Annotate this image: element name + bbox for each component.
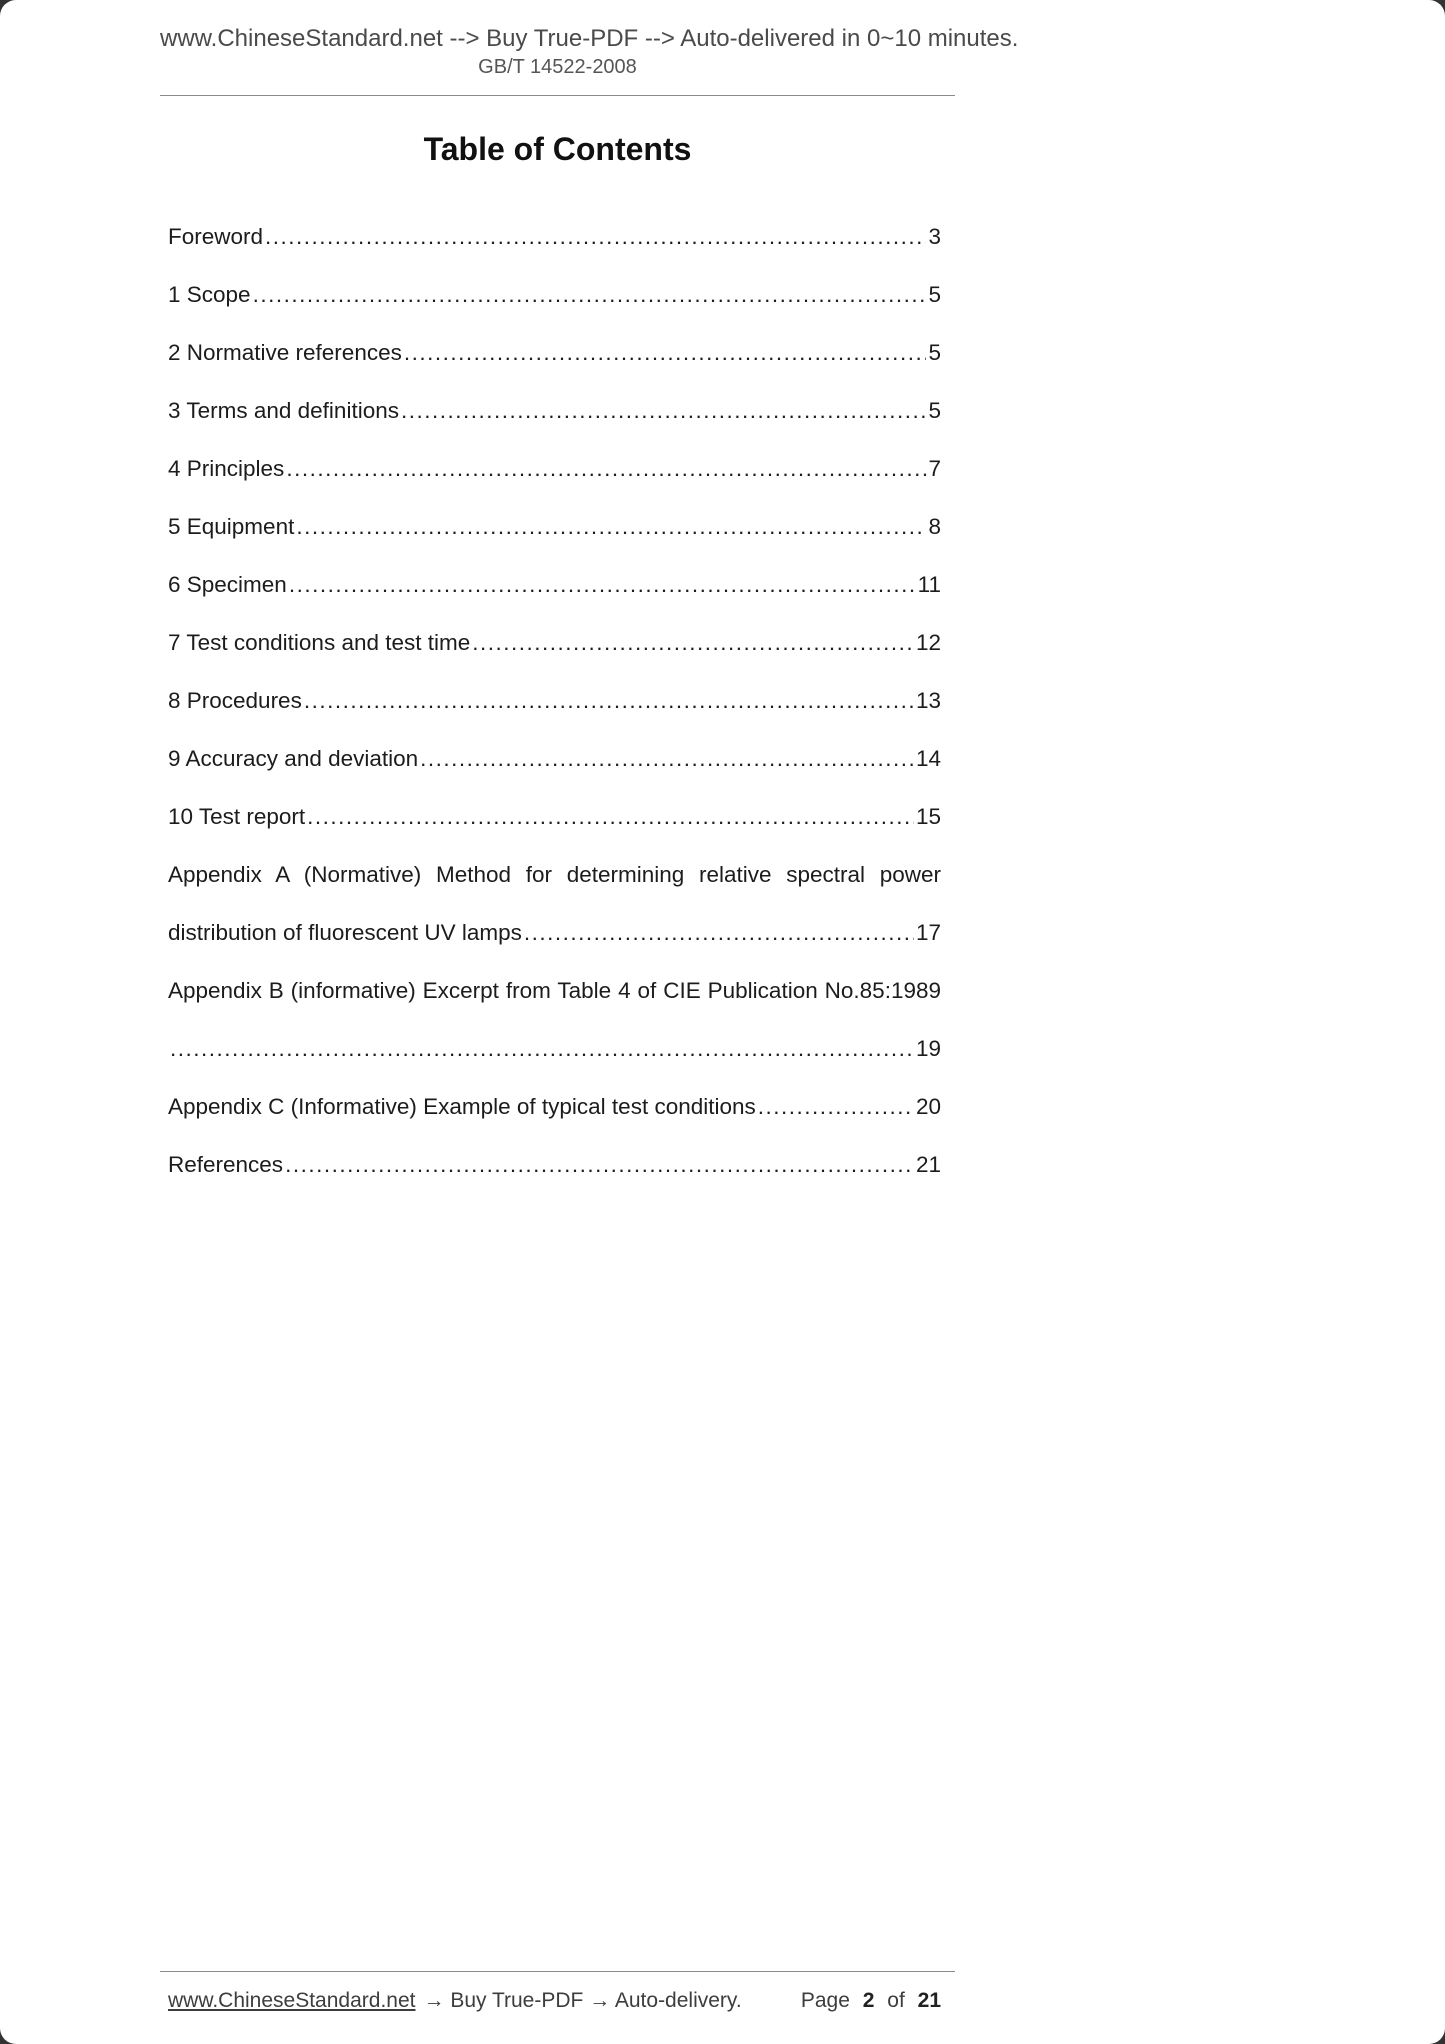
- page-indicator: [801, 1987, 941, 2015]
- toc-row-appendix-c: [168, 1078, 941, 1136]
- toc-row-scope: [168, 266, 941, 324]
- toc-page-number: 20: [915, 1094, 941, 1119]
- toc-page-number: 7: [928, 456, 941, 481]
- toc-page-number: 13: [915, 688, 941, 713]
- toc-label: 5 Equipment: [168, 514, 295, 539]
- toc-page-number: 14: [915, 746, 941, 771]
- toc-row-appendix-b-line1: Appendix B (informative) Excerpt from Table 4 of CIE Publication No.85:1989: [168, 978, 941, 1003]
- footer-left: [168, 1987, 742, 2015]
- header-banner: www.ChineseStandard.net --> Buy True-PDF --> Auto-delivered in 0~10 minutes.: [160, 25, 1019, 52]
- toc-row-foreword: [168, 208, 941, 266]
- page-word: Page: [800, 1989, 850, 2012]
- toc-label: Appendix C (Informative) Example of typical test conditions: [168, 1094, 756, 1119]
- toc-row-terms-definitions: [168, 382, 941, 440]
- toc-leader-dots: [253, 266, 927, 324]
- toc-row-specimen: [168, 556, 941, 614]
- toc-leader-dots: [296, 498, 926, 556]
- toc-row-appendix-a-line1: Appendix A (Normative) Method for determining relative spectral power: [168, 862, 941, 887]
- page-title: Table of Contents: [423, 131, 692, 167]
- toc-label: Foreword: [168, 224, 264, 249]
- toc-label: distribution of fluorescent UV lamps: [168, 920, 522, 945]
- toc-leader-dots: [401, 382, 927, 440]
- toc-page-number: 15: [915, 804, 941, 829]
- table-of-contents: [160, 208, 955, 1194]
- toc-row-procedures: [168, 672, 941, 730]
- toc-leader-dots: [304, 672, 914, 730]
- toc-row-appendix-b-line2: [168, 1020, 941, 1078]
- toc-leader-dots: [420, 730, 914, 788]
- toc-label: 9 Accuracy and deviation: [168, 746, 419, 771]
- toc-row-accuracy-deviation: [168, 730, 941, 788]
- footer-tagline: → Buy True-PDF → Auto-delivery.: [423, 1989, 742, 2012]
- toc-label: 8 Procedures: [168, 688, 302, 713]
- toc-label: 6 Specimen: [168, 572, 287, 597]
- toc-leader-dots: [524, 904, 914, 962]
- toc-page-number: 5: [928, 398, 941, 423]
- toc-label: 7 Test conditions and test time: [168, 630, 471, 655]
- toc-page-number: 21: [915, 1152, 941, 1177]
- toc-leader-dots: [170, 1020, 914, 1078]
- doc-number: GB/T 14522-2008: [478, 56, 637, 78]
- toc-page-number: 19: [915, 1036, 941, 1061]
- toc-label: References: [168, 1152, 284, 1177]
- toc-label: 2 Normative references: [168, 340, 402, 365]
- toc-leader-dots: [404, 324, 927, 382]
- header-rule: [160, 95, 955, 96]
- toc-leader-dots: [286, 440, 926, 498]
- toc-page-number: 5: [928, 282, 941, 307]
- toc-row-normative-references: [168, 324, 941, 382]
- page-content: [160, 0, 1019, 1194]
- toc-row-appendix-a-line2: [168, 904, 941, 962]
- toc-label: 1 Scope: [168, 282, 251, 307]
- toc-leader-dots: [758, 1078, 914, 1136]
- toc-row-test-conditions: [168, 614, 941, 672]
- toc-leader-dots: [307, 788, 914, 846]
- toc-page-number: 11: [917, 572, 941, 597]
- toc-leader-dots: [265, 208, 926, 266]
- toc-page-number: 8: [928, 514, 941, 539]
- footer-link[interactable]: www.ChineseStandard.net: [168, 1989, 416, 2012]
- toc-label: 3 Terms and definitions: [168, 398, 399, 423]
- toc-page-number: 17: [915, 920, 941, 945]
- toc-row-references: [168, 1136, 941, 1194]
- toc-leader-dots: [289, 556, 916, 614]
- toc-leader-dots: [472, 614, 914, 672]
- toc-row-equipment: [168, 498, 941, 556]
- toc-label: 10 Test report: [168, 804, 306, 829]
- page-current: 2: [862, 1989, 875, 2012]
- toc-page-number: 3: [928, 224, 941, 249]
- footer-rule: [160, 1971, 955, 1972]
- toc-label: 4 Principles: [168, 456, 285, 481]
- toc-row-test-report: [168, 788, 941, 846]
- toc-page-number: 5: [928, 340, 941, 365]
- page-total: 21: [917, 1989, 941, 2012]
- toc-leader-dots: [285, 1136, 914, 1194]
- toc-row-principles: [168, 440, 941, 498]
- of-word: of: [887, 1989, 905, 2012]
- toc-page-number: 12: [915, 630, 941, 655]
- page-footer: [160, 1971, 955, 2015]
